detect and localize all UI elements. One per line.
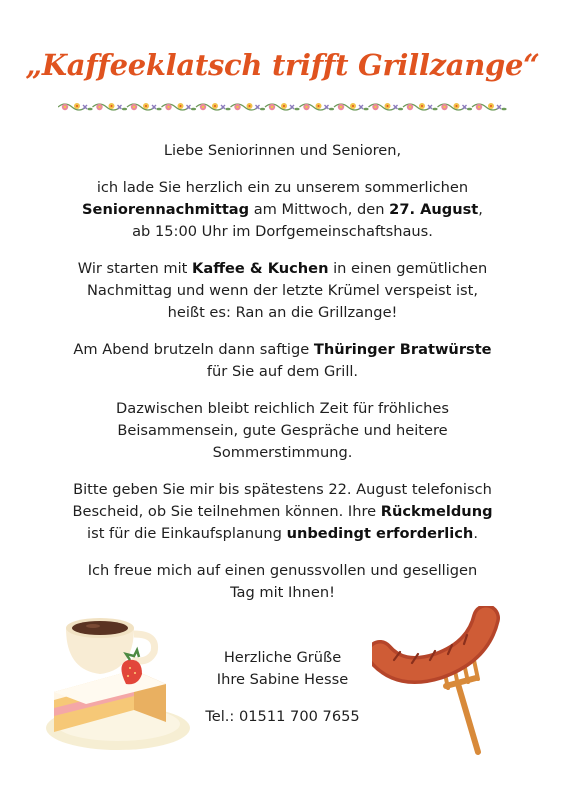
- letter-body: [20, 140, 545, 619]
- signoff-name: Ihre Sabine Hesse: [216, 671, 349, 688]
- text: am Mittwoch, den: [249, 201, 390, 218]
- phone-number: Tel.: 01511 700 7655: [205, 708, 360, 725]
- text: Tag mit Ihnen!: [230, 584, 335, 601]
- sausage-fork-icon: [372, 606, 512, 756]
- text: ist für die Einkaufsplanung: [87, 525, 287, 542]
- text: ich lade Sie herzlich ein zu unserem sommerlichen: [96, 179, 469, 196]
- text: Sommerstimmung.: [212, 444, 353, 461]
- text: heißt es: Ran an die Grillzange!: [167, 304, 398, 321]
- text: Ich freue mich auf einen genussvollen und geselligen: [87, 562, 478, 579]
- paragraph-rsvp: [20, 479, 545, 545]
- paragraph-grill: [20, 339, 545, 383]
- paragraph-coffee: [20, 258, 545, 324]
- greeting-line: Liebe Seniorinnen und Senioren,: [163, 142, 402, 159]
- text: Dazwischen bleibt reichlich Zeit für fröhliches: [116, 400, 449, 417]
- signoff-greeting: Herzliche Grüße: [223, 649, 342, 666]
- paragraph-invitation: [20, 177, 545, 243]
- text: .: [473, 525, 478, 542]
- bold-text: 27. August: [389, 201, 479, 218]
- coffee-cake-icon: [38, 600, 198, 760]
- text: in einen gemütlichen: [328, 260, 488, 277]
- text: Bitte geben Sie mir bis spätestens 22. August telefonisch: [73, 481, 492, 498]
- text: ab 15:00 Uhr im Dorfgemeinschaftshaus.: [132, 223, 433, 240]
- bold-text: Thüringer Bratwürste: [313, 341, 492, 358]
- text: Bescheid, ob Sie teilnehmen können. Ihre: [72, 503, 381, 520]
- text: Beisammensein, gute Gespräche und heitere: [117, 422, 448, 439]
- page-title: „Kaffeeklatsch trifft Grillzange“: [25, 48, 540, 82]
- text: ,: [478, 201, 483, 218]
- text: Nachmittag und wenn der letzte Krümel verspeist ist,: [87, 282, 478, 299]
- paragraph-closing: [20, 560, 545, 604]
- bold-text: Rückmeldung: [380, 503, 493, 520]
- text: Am Abend brutzeln dann saftige: [73, 341, 314, 358]
- bold-text: Seniorennachmittag: [82, 201, 250, 218]
- text: für Sie auf dem Grill.: [206, 363, 359, 380]
- floral-border-icon: [58, 100, 507, 114]
- text: Wir starten mit: [77, 260, 193, 277]
- paragraph-social: [20, 398, 545, 464]
- bold-text: Kaffee & Kuchen: [192, 260, 329, 277]
- bold-text: unbedingt erforderlich: [286, 525, 474, 542]
